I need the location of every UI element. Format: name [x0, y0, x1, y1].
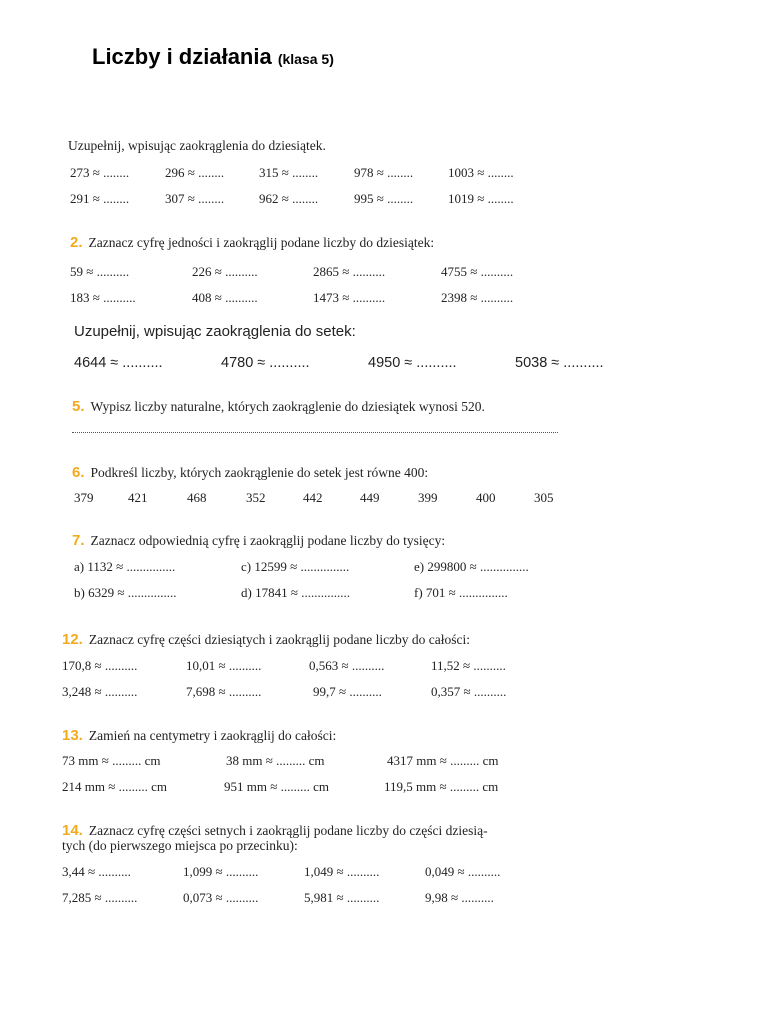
exercise-item: 3,44 ≈ ..........	[62, 864, 131, 879]
exercise-number: 14.	[62, 822, 83, 839]
instruction-text: Zamień na centymetry i zaokrąglij do całości:	[88, 728, 337, 743]
exercise-item: 7,285 ≈ ..........	[62, 890, 138, 905]
number-item: 399	[418, 490, 438, 505]
exercise-item: 1,049 ≈ ..........	[304, 864, 380, 879]
exercise-item: 4755 ≈ ..........	[441, 264, 514, 279]
exercise-item: 962 ≈ ........	[259, 191, 319, 206]
exercise-item: 0,357 ≈ ..........	[431, 684, 507, 699]
exercise-item: 170,8 ≈ ..........	[62, 658, 138, 673]
exercise-item: 1473 ≈ ..........	[313, 290, 386, 305]
exercise-item: 296 ≈ ........	[165, 165, 225, 180]
number-item: 442	[303, 490, 323, 505]
exercise-item: e) 299800 ≈ ...............	[414, 559, 529, 574]
instruction-text: Podkreśl liczby, których zaokrąglenie do setek jest równe 400:	[90, 465, 429, 480]
exercise-item: a) 1132 ≈ ...............	[74, 559, 176, 574]
exercise-item: f) 701 ≈ ...............	[414, 585, 508, 600]
exercise-item: 4950 ≈ ..........	[368, 355, 457, 371]
exercise-item: 408 ≈ ..........	[192, 290, 258, 305]
section-5-instruction	[72, 398, 485, 415]
exercise-item: 995 ≈ ........	[354, 191, 414, 206]
exercise-item: b) 6329 ≈ ...............	[74, 585, 177, 600]
number-item: 449	[360, 490, 380, 505]
exercise-item: 119,5 mm ≈ ......... cm	[384, 779, 499, 794]
section-13-instruction	[62, 727, 336, 744]
exercise-number: 13.	[62, 727, 83, 744]
exercise-item: 38 mm ≈ ......... cm	[226, 753, 325, 768]
exercise-item: 10,01 ≈ ..........	[186, 658, 262, 673]
number-item: 400	[476, 490, 496, 505]
exercise-item: 1,099 ≈ ..........	[183, 864, 259, 879]
section-1-instruction: Uzupełnij, wpisując zaokrąglenia do dziesiątek.	[68, 138, 326, 153]
page-title-text: Liczby i działania	[92, 44, 272, 69]
instruction-text: Zaznacz odpowiednią cyfrę i zaokrąglij podane liczby do tysięcy:	[90, 533, 446, 548]
exercise-item: 0,073 ≈ ..........	[183, 890, 259, 905]
exercise-item: 1003 ≈ ........	[448, 165, 514, 180]
page-title	[92, 44, 334, 70]
exercise-item: 73 mm ≈ ......... cm	[62, 753, 161, 768]
section-2-instruction	[70, 234, 434, 251]
exercise-item: 5038 ≈ ..........	[515, 355, 604, 371]
exercise-item: 99,7 ≈ ..........	[313, 684, 382, 699]
exercise-item: 2865 ≈ ..........	[313, 264, 386, 279]
exercise-number: 7.	[72, 532, 85, 549]
section-7-instruction	[72, 532, 445, 549]
number-item: 468	[187, 490, 207, 505]
section-14-instruction	[62, 822, 488, 839]
exercise-item: 226 ≈ ..........	[192, 264, 258, 279]
exercise-number: 2.	[70, 234, 83, 251]
exercise-item: 5,981 ≈ ..........	[304, 890, 380, 905]
answer-line	[72, 432, 558, 433]
exercise-item: 1019 ≈ ........	[448, 191, 514, 206]
instruction-text: Zaznacz cyfrę części dziesiątych i zaokrąglij podane liczby do całości:	[88, 632, 471, 647]
exercise-item: 183 ≈ ..........	[70, 290, 136, 305]
instruction-text: Wypisz liczby naturalne, których zaokrąglenie do dziesiątek wynosi 520.	[90, 399, 485, 414]
exercise-item: 4317 mm ≈ ......... cm	[387, 753, 499, 768]
exercise-number: 5.	[72, 398, 85, 415]
exercise-item: 315 ≈ ........	[259, 165, 319, 180]
exercise-number: 12.	[62, 631, 83, 648]
exercise-item: 951 mm ≈ ......... cm	[224, 779, 329, 794]
number-item: 379	[74, 490, 94, 505]
exercise-item: 291 ≈ ........	[70, 191, 130, 206]
exercise-item: 59 ≈ ..........	[70, 264, 130, 279]
exercise-number: 6.	[72, 464, 85, 481]
exercise-item: 4780 ≈ ..........	[221, 355, 310, 371]
exercise-item: 0,049 ≈ ..........	[425, 864, 501, 879]
section-6-instruction	[72, 464, 428, 481]
number-item: 421	[128, 490, 148, 505]
exercise-item: 9,98 ≈ ..........	[425, 890, 494, 905]
section-12-instruction	[62, 631, 470, 648]
exercise-item: c) 12599 ≈ ...............	[241, 559, 350, 574]
instruction-text: Zaznacz cyfrę jedności i zaokrąglij podane liczby do dziesiątek:	[88, 235, 435, 250]
section-3-instruction: Uzupełnij, wpisując zaokrąglenia do setek:	[74, 323, 356, 340]
number-item: 305	[534, 490, 554, 505]
exercise-item: 11,52 ≈ ..........	[431, 658, 506, 673]
instruction-text: Zaznacz cyfrę części setnych i zaokrąglij podane liczby do części dziesią-	[88, 823, 488, 838]
page-subtitle: (klasa 5)	[277, 51, 334, 67]
exercise-item: 214 mm ≈ ......... cm	[62, 779, 167, 794]
exercise-item: 273 ≈ ........	[70, 165, 130, 180]
exercise-item: 978 ≈ ........	[354, 165, 414, 180]
exercise-item: 307 ≈ ........	[165, 191, 225, 206]
exercise-item: d) 17841 ≈ ...............	[241, 585, 350, 600]
exercise-item: 7,698 ≈ ..........	[186, 684, 262, 699]
exercise-item: 4644 ≈ ..........	[74, 355, 163, 371]
section-14-instruction-continued: tych (do pierwszego miejsca po przecinku):	[62, 838, 298, 853]
exercise-item: 2398 ≈ ..........	[441, 290, 514, 305]
exercise-item: 3,248 ≈ ..........	[62, 684, 138, 699]
number-item: 352	[246, 490, 266, 505]
exercise-item: 0,563 ≈ ..........	[309, 658, 385, 673]
